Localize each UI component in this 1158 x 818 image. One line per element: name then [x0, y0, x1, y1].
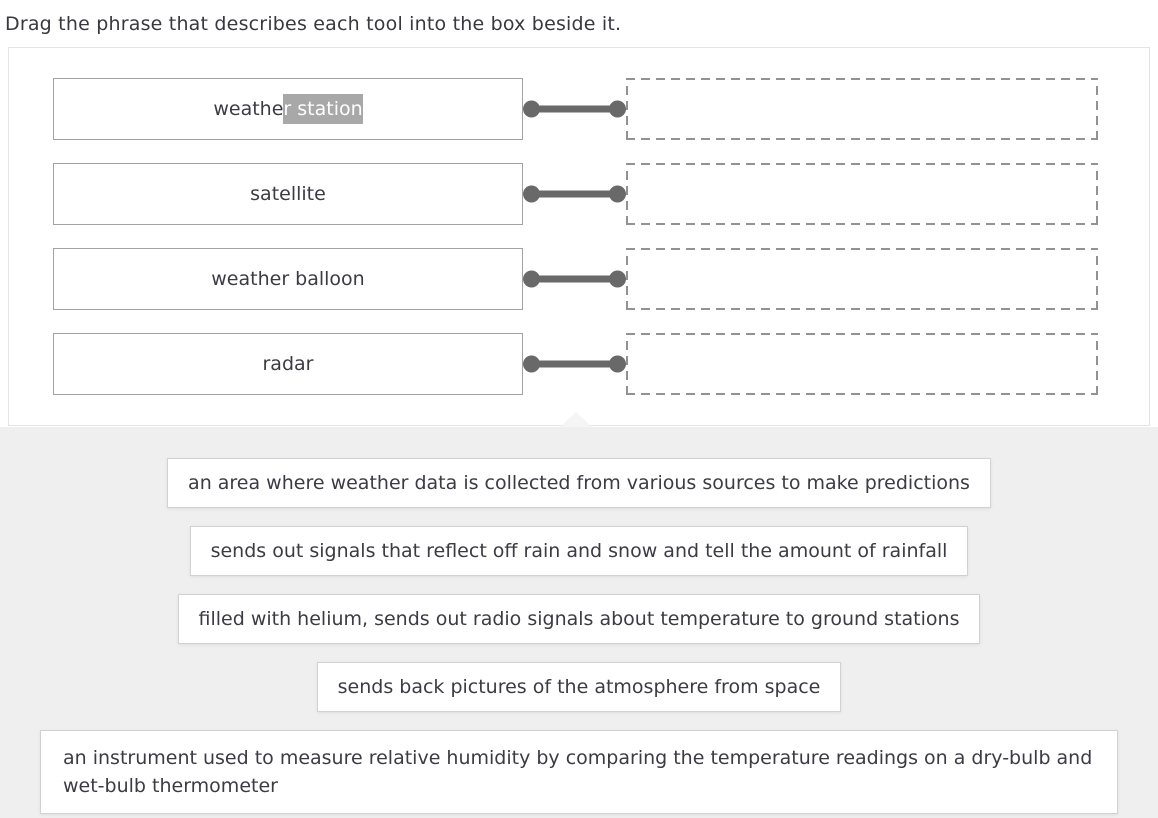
connector-dot-left [523, 356, 540, 373]
phrase-tray [0, 427, 1158, 818]
drop-zone-weather-balloon[interactable] [626, 248, 1098, 310]
instruction-text: Drag the phrase that describes each tool into the box beside it. [5, 13, 622, 35]
connector-dot-right [609, 271, 626, 288]
tool-label: weathe [213, 98, 284, 120]
connector [523, 78, 626, 140]
tray-inner [0, 427, 1158, 818]
connector [523, 248, 626, 310]
match-row-weather-station [53, 78, 1149, 140]
tool-label: satellite [250, 183, 326, 205]
phrase-card[interactable]: filled with helium, sends out radio signals about temperature to ground stations [178, 594, 981, 644]
matching-panel [8, 47, 1150, 426]
match-row-satellite [53, 163, 1149, 225]
connector-dot-right [609, 101, 626, 118]
connector-dot-right [609, 186, 626, 203]
phrase-card[interactable]: sends back pictures of the atmosphere from space [317, 662, 842, 712]
tray-notch [560, 412, 592, 427]
tool-box-satellite[interactable] [53, 163, 523, 225]
phrase-card[interactable]: sends out signals that reflect off rain and snow and tell the amount of rainfall [190, 526, 969, 576]
drop-zone-weather-station[interactable] [626, 78, 1098, 140]
connector-dot-left [523, 271, 540, 288]
connector [523, 163, 626, 225]
match-row-weather-balloon [53, 248, 1149, 310]
phrase-card[interactable]: an area where weather data is collected from various sources to make predictions [167, 458, 991, 508]
connector [523, 333, 626, 395]
tool-label: weather balloon [211, 268, 365, 290]
selected-text: r station [283, 94, 362, 124]
match-row-radar [53, 333, 1149, 395]
tool-box-weather-station[interactable] [53, 78, 523, 140]
drop-zone-satellite[interactable] [626, 163, 1098, 225]
tool-box-weather-balloon[interactable] [53, 248, 523, 310]
tool-label: radar [262, 353, 314, 375]
connector-dot-right [609, 356, 626, 373]
phrase-card[interactable]: an instrument used to measure relative humidity by comparing the temperature readings on a dry-bulb and wet-bulb thermometer [40, 730, 1118, 814]
drop-zone-radar[interactable] [626, 333, 1098, 395]
tool-box-radar[interactable] [53, 333, 523, 395]
connector-dot-left [523, 186, 540, 203]
connector-dot-left [523, 101, 540, 118]
